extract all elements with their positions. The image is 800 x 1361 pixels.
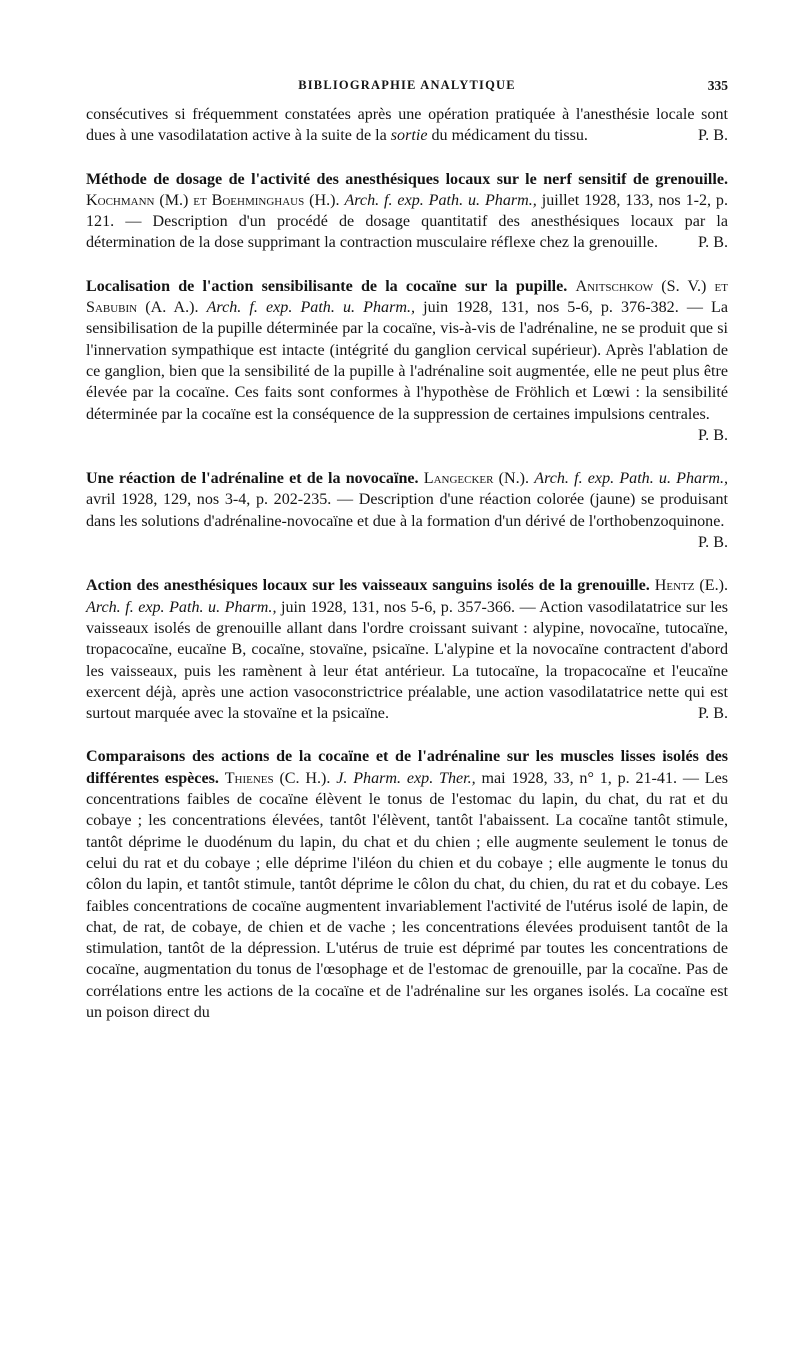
entry-citation: avril 1928, 129, nos 3-4, p. 202-235. bbox=[86, 491, 332, 509]
entry-journal: Arch. f. exp. Path. u. Pharm., bbox=[534, 470, 729, 488]
entry-title: Une réaction de l'adrénaline et de la novocaïne. bbox=[86, 470, 419, 488]
bibliography-entry bbox=[86, 276, 728, 446]
continuation-text: consécutives si fréquemment constatées après une opération pratiquée à l'anesthésie locale sont dues à une vasodilatation active à la suite de la bbox=[86, 106, 728, 145]
entry-abstract: — Description d'un procédé de dosage quantitatif des anesthésiques locaux par la détermination de la dose supprimant la contraction musculaire réflexe chez la grenouille. bbox=[86, 213, 728, 252]
entry-journal: Arch. f. exp. Path. u. Pharm., bbox=[86, 598, 277, 616]
entry-title: Comparaisons des actions de la cocaïne et de l'adrénaline sur les muscles lisses isolés des différentes espèces. bbox=[86, 748, 728, 787]
entry-abstract: — Les concentrations faibles de cocaïne élèvent le tonus de l'estomac du lapin, du chat, du rat et du cobaye ; les concentrations élevées, tantôt l'élèvent, tantôt l'abaissent. La cocaïne tantôt stimule, tantôt déprime le duodénum du lapin, du chat et du chien ; elle augmente seulement le tonus de celui du rat et du cobaye ; elle déprime l'iléon du chien et du cobaye ; elle augmente le tonus du côlon du lapin, et tantôt stimule, tantôt déprime le côlon du chat, du chien, du rat et du cobaye. Les faibles concentrations de cocaïne augmentent invariablement l'activité de l'utérus isolé de lapin, de chat, de rat, de cobaye, de chien et de vache ; les concentrations élevées produisent tantôt de la stimulation, tantôt de la dépression. L'utérus de truie est déprimé par toutes les concentrations de cocaïne, augmentation du tonus de l'œsophage et de l'estomac de grenouille, par la cocaïne. Pas de corrélations entre les actions de la cocaïne et de l'adrénaline sur les organes isolés. La cocaïne est un poison direct du bbox=[86, 769, 729, 1021]
reviewer-initials: P. B. bbox=[698, 426, 728, 444]
entry-abstract: — Action vasodilatatrice sur les vaisseaux isolés de grenouille allant dans l'ordre croissant suivant : alypine, novocaïne, tutocaïne, tropacocaïne, eucaïne B, cocaïne, stovaïne, psicaïne. L'alypine et la novocaïne contractent d'abord les vaisseaux, puis les ramènent à leur état antérieur. La tutocaïne, la tropacocaïne et l'eucaïne exercent déjà, après une action vasoconstrictrice préalable, une action vasodilatatrice nette qui est surtout marquée avec la stovaïne et la psicaïne. bbox=[86, 598, 728, 723]
entry-authors: Kochmann (M.) et Boehminghaus (H.). bbox=[86, 191, 340, 209]
entry-authors: Thienes (C. H.). bbox=[224, 769, 331, 787]
entry-citation: mai 1928, 33, n° 1, p. 21-41. bbox=[481, 769, 678, 787]
entry-citation: juin 1928, 131, nos 5-6, p. 357-366. bbox=[280, 598, 516, 616]
entry-authors: Hentz (E.). bbox=[654, 577, 729, 595]
entry-journal: Arch. f. exp. Path. u. Pharm., bbox=[344, 191, 537, 209]
continuation-text-after: du médicament du tissu. bbox=[431, 127, 588, 145]
continuation-italic: sortie bbox=[390, 127, 428, 145]
entry-authors: Anitschkow (S. V.) et Sabubin (A. A.). bbox=[86, 277, 728, 317]
reviewer-initials: P. B. bbox=[698, 234, 728, 252]
reviewer-initials: P. B. bbox=[698, 534, 728, 552]
entry-title: Localisation de l'action sensibilisante de la cocaïne sur la pupille. bbox=[86, 277, 568, 295]
reviewer-initials: P. B. bbox=[698, 705, 728, 723]
entry-journal: Arch. f. exp. Path. u. Pharm., bbox=[206, 299, 416, 317]
entry-title: Action des anesthésiques locaux sur les vaisseaux sanguins isolés de la grenouille. bbox=[86, 577, 650, 595]
entry-journal: J. Pharm. exp. Ther., bbox=[336, 769, 476, 787]
bibliography-entry bbox=[86, 169, 728, 254]
page-number: 335 bbox=[707, 78, 728, 93]
entry-citation: juin 1928, 131, nos 5-6, p. 376-382. bbox=[423, 299, 679, 317]
entry-authors: Langecker (N.). bbox=[423, 470, 530, 488]
bibliography-entry bbox=[86, 575, 728, 724]
bibliography-entry bbox=[86, 468, 728, 553]
entry-abstract: — Description d'une réaction colorée (jaune) se produisant dans les solutions d'adrénaline-novocaïne et due à la formation d'un dérivé de l'orthobenzoquinone. bbox=[86, 491, 728, 530]
continuation-paragraph bbox=[86, 104, 728, 147]
bibliography-entry bbox=[86, 746, 728, 1023]
entry-abstract: — La sensibilisation de la pupille déterminée par la cocaïne, vis-à-vis de l'adrénaline, ne se produit que si l'innervation sympathique est intacte (intégrité du ganglion cervical supérieur). Après l'ablation de ce ganglion, bien que la sensibilité de la pupille à l'adrénaline soit augmentée, elle ne peut plus être élevée par la cocaïne. Ces faits sont conformes à l'hypothèse de Fröhlich et Lœwi : la sensibilité déterminée par la cocaïne est la conséquence de la suppression de certaines impulsions centrales. bbox=[86, 299, 729, 423]
running-header bbox=[86, 78, 728, 104]
entry-title: Méthode de dosage de l'activité des anesthésiques locaux sur le nerf sensitif de grenouille. bbox=[86, 170, 728, 188]
running-title: BIBLIOGRAPHIE ANALYTIQUE bbox=[298, 78, 516, 92]
reviewer-initials: P. B. bbox=[698, 127, 728, 145]
entry-citation: juillet 1928, 133, nos 1-2, p. 121. bbox=[86, 191, 729, 231]
document-page bbox=[86, 78, 728, 1023]
